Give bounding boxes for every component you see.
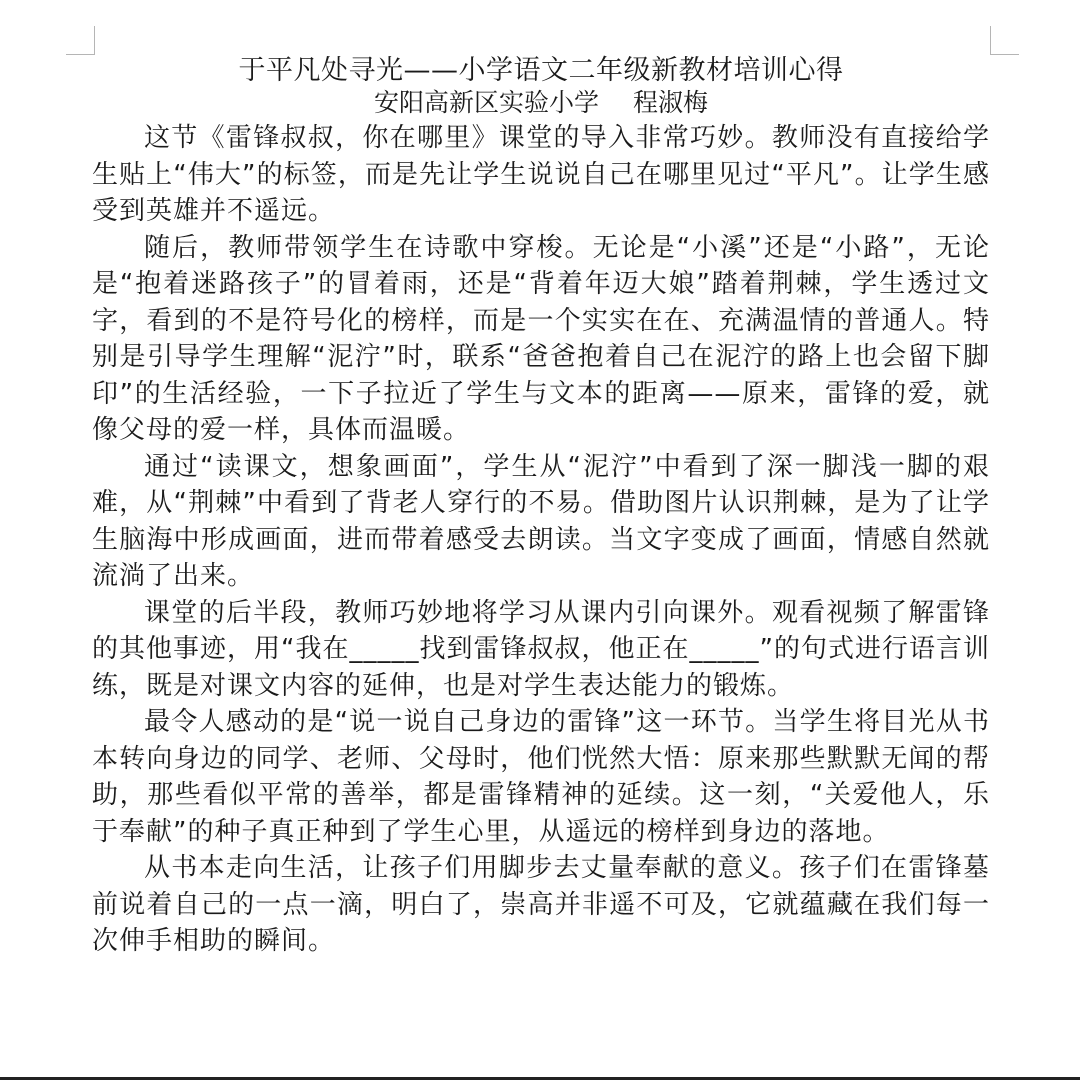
page-corner-mark-top-right <box>990 26 1019 55</box>
author-school: 安阳高新区实验小学 <box>373 88 599 117</box>
document-page <box>92 54 990 960</box>
paragraph: 从书本走向生活，让孩子们用脚步去丈量奉献的意义。孩子们在雷锋墓前说着自己的一点一滴，明白了，崇高并非遥不可及，它就蕴藏在我们每一次伸手相助的瞬间。 <box>92 853 990 956</box>
document-body <box>92 120 990 960</box>
paragraph: 这节《雷锋叔叔，你在哪里》课堂的导入非常巧妙。教师没有直接给学生贴上“伟大”的标签，而是先让学生说说自己在哪里见过“平凡”。让学生感受到英雄并不遥远。 <box>92 123 990 226</box>
paragraph: 通过“读课文，想象画面”，学生从“泥泞”中看到了深一脚浅一脚的艰难，从“荆棘”中看到了背老人穿行的不易。借助图片认识荆棘，是为了让学生脑海中形成画面，进而带着感受去朗读。当文字变成了画面，情感自然就流淌了出来。 <box>92 451 990 591</box>
paragraph: 最令人感动的是“说一说自己身边的雷锋”这一环节。当学生将目光从书本转向身边的同学、老师、父母时，他们恍然大悟：原来那些默默无闻的帮助，那些看似平常的善举，都是雷锋精神的延续。这一刻，“关爱他人，乐于奉献”的种子真正种到了学生心里，从遥远的榜样到身边的落地。 <box>92 707 990 847</box>
author-name: 程淑梅 <box>633 88 709 117</box>
paragraph: 随后，教师带领学生在诗歌中穿梭。无论是“小溪”还是“小路”，无论是“抱着迷路孩子”的冒着雨，还是“背着年迈大娘”踏着荆棘，学生透过文字，看到的不是符号化的榜样，而是一个实实在在、充满温情的普通人。特别是引导学生理解“泥泞”时，联系“爸爸抱着自己在泥泞的路上也会留下脚印”的生活经验，一下子拉近了学生与文本的距离——原来，雷锋的爱，就像父母的爱一样，具体而温暖。 <box>92 232 990 445</box>
page-corner-mark-top-left <box>66 26 95 55</box>
document-title: 于平凡处寻光——小学语文二年级新教材培训心得 <box>238 55 844 86</box>
paragraph: 课堂的后半段，教师巧妙地将学习从课内引向课外。观看视频了解雷锋的其他事迹，用“我在_____找到雷锋叔叔，他正在_____”的句式进行语言训练，既是对课文内容的延伸，也是对学生表达能力的锻炼。 <box>92 597 990 701</box>
author-line <box>92 88 990 118</box>
